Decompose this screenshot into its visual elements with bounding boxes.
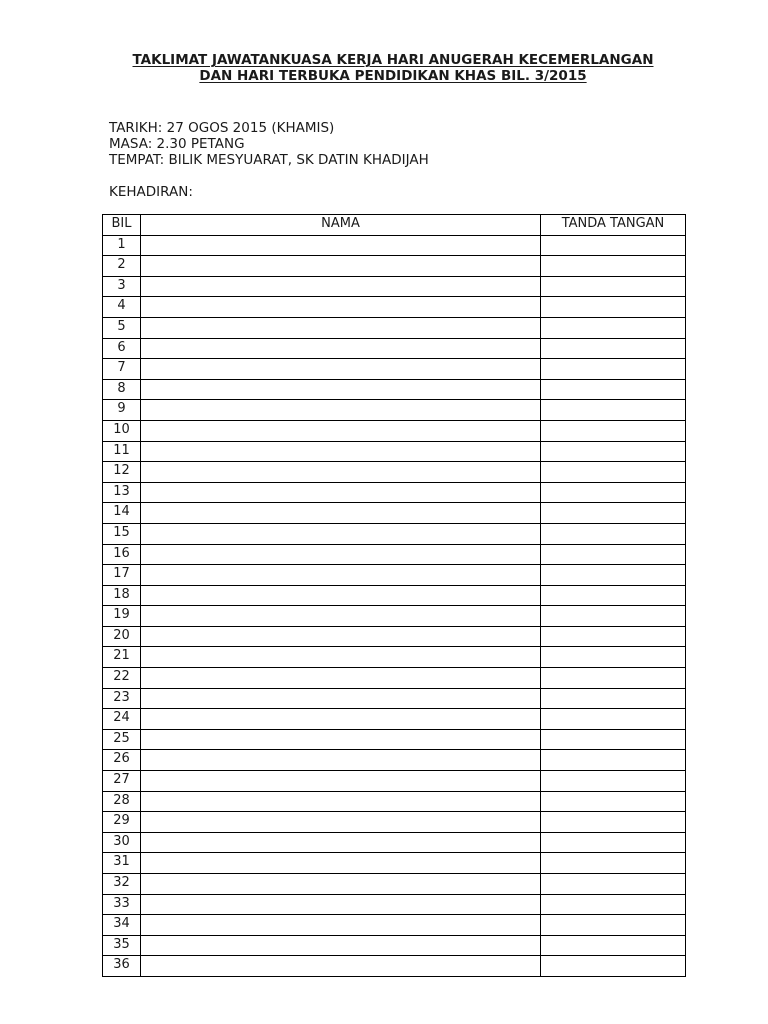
cell-bil: 18 <box>103 585 141 606</box>
cell-bil: 2 <box>103 256 141 277</box>
cell-nama[interactable] <box>141 915 541 936</box>
cell-nama[interactable] <box>141 317 541 338</box>
cell-tanda-tangan[interactable] <box>541 647 686 668</box>
table-row <box>103 462 686 483</box>
cell-tanda-tangan[interactable] <box>541 688 686 709</box>
cell-nama[interactable] <box>141 894 541 915</box>
cell-nama[interactable] <box>141 688 541 709</box>
cell-tanda-tangan[interactable] <box>541 894 686 915</box>
cell-tanda-tangan[interactable] <box>541 956 686 977</box>
table-row <box>103 420 686 441</box>
cell-bil: 27 <box>103 771 141 792</box>
cell-nama[interactable] <box>141 400 541 421</box>
cell-nama[interactable] <box>141 420 541 441</box>
cell-bil: 32 <box>103 874 141 895</box>
document-title-line1: TAKLIMAT JAWATANKUASA KERJA HARI ANUGERAH KECEMERLANGAN <box>132 52 654 68</box>
cell-bil: 12 <box>103 462 141 483</box>
cell-nama[interactable] <box>141 338 541 359</box>
cell-nama[interactable] <box>141 668 541 689</box>
table-row <box>103 709 686 730</box>
table-row <box>103 647 686 668</box>
cell-tanda-tangan[interactable] <box>541 235 686 256</box>
cell-tanda-tangan[interactable] <box>541 874 686 895</box>
column-header-nama: NAMA <box>141 215 541 236</box>
cell-nama[interactable] <box>141 709 541 730</box>
cell-tanda-tangan[interactable] <box>541 709 686 730</box>
table-row <box>103 400 686 421</box>
cell-nama[interactable] <box>141 482 541 503</box>
cell-nama[interactable] <box>141 853 541 874</box>
table-row <box>103 276 686 297</box>
cell-bil: 29 <box>103 812 141 833</box>
cell-tanda-tangan[interactable] <box>541 791 686 812</box>
table-row <box>103 482 686 503</box>
meeting-time: MASA: 2.30 PETANG <box>109 136 245 152</box>
cell-nama[interactable] <box>141 565 541 586</box>
cell-bil: 13 <box>103 482 141 503</box>
document-title-line2: DAN HARI TERBUKA PENDIDIKAN KHAS BIL. 3/2015 <box>199 68 587 84</box>
table-row <box>103 317 686 338</box>
table-row <box>103 565 686 586</box>
table-row <box>103 544 686 565</box>
table-row <box>103 297 686 318</box>
table-row <box>103 441 686 462</box>
cell-nama[interactable] <box>141 256 541 277</box>
table-row <box>103 523 686 544</box>
cell-bil: 34 <box>103 915 141 936</box>
cell-tanda-tangan[interactable] <box>541 832 686 853</box>
cell-tanda-tangan[interactable] <box>541 729 686 750</box>
attendance-table-body <box>103 235 686 976</box>
cell-tanda-tangan[interactable] <box>541 400 686 421</box>
table-row <box>103 359 686 380</box>
cell-tanda-tangan[interactable] <box>541 276 686 297</box>
cell-tanda-tangan[interactable] <box>541 585 686 606</box>
table-row <box>103 935 686 956</box>
cell-nama[interactable] <box>141 523 541 544</box>
table-row <box>103 915 686 936</box>
cell-tanda-tangan[interactable] <box>541 462 686 483</box>
cell-bil: 8 <box>103 379 141 400</box>
cell-tanda-tangan[interactable] <box>541 379 686 400</box>
table-row <box>103 503 686 524</box>
cell-bil: 23 <box>103 688 141 709</box>
cell-nama[interactable] <box>141 462 541 483</box>
cell-nama[interactable] <box>141 235 541 256</box>
cell-tanda-tangan[interactable] <box>541 915 686 936</box>
cell-nama[interactable] <box>141 544 541 565</box>
cell-tanda-tangan[interactable] <box>541 256 686 277</box>
cell-nama[interactable] <box>141 771 541 792</box>
table-row <box>103 688 686 709</box>
cell-nama[interactable] <box>141 647 541 668</box>
cell-bil: 14 <box>103 503 141 524</box>
cell-bil: 5 <box>103 317 141 338</box>
cell-nama[interactable] <box>141 812 541 833</box>
cell-bil: 21 <box>103 647 141 668</box>
table-row <box>103 894 686 915</box>
cell-bil: 31 <box>103 853 141 874</box>
cell-tanda-tangan[interactable] <box>541 668 686 689</box>
table-row <box>103 379 686 400</box>
cell-bil: 35 <box>103 935 141 956</box>
cell-tanda-tangan[interactable] <box>541 771 686 792</box>
cell-nama[interactable] <box>141 379 541 400</box>
cell-tanda-tangan[interactable] <box>541 317 686 338</box>
table-row <box>103 235 686 256</box>
cell-tanda-tangan[interactable] <box>541 338 686 359</box>
cell-nama[interactable] <box>141 832 541 853</box>
meeting-date: TARIKH: 27 OGOS 2015 (KHAMIS) <box>109 120 335 136</box>
cell-nama[interactable] <box>141 626 541 647</box>
table-header-row <box>103 215 686 236</box>
cell-nama[interactable] <box>141 729 541 750</box>
cell-tanda-tangan[interactable] <box>541 420 686 441</box>
attendance-label: KEHADIRAN: <box>109 184 193 200</box>
cell-bil: 33 <box>103 894 141 915</box>
cell-tanda-tangan[interactable] <box>541 853 686 874</box>
table-row <box>103 338 686 359</box>
cell-tanda-tangan[interactable] <box>541 482 686 503</box>
table-row <box>103 832 686 853</box>
cell-nama[interactable] <box>141 935 541 956</box>
table-row <box>103 585 686 606</box>
cell-tanda-tangan[interactable] <box>541 750 686 771</box>
cell-bil: 6 <box>103 338 141 359</box>
cell-tanda-tangan[interactable] <box>541 626 686 647</box>
table-row <box>103 606 686 627</box>
cell-bil: 28 <box>103 791 141 812</box>
cell-tanda-tangan[interactable] <box>541 523 686 544</box>
cell-nama[interactable] <box>141 585 541 606</box>
table-row <box>103 750 686 771</box>
cell-tanda-tangan[interactable] <box>541 359 686 380</box>
table-row <box>103 626 686 647</box>
table-row <box>103 668 686 689</box>
cell-bil: 15 <box>103 523 141 544</box>
cell-bil: 17 <box>103 565 141 586</box>
cell-bil: 16 <box>103 544 141 565</box>
cell-nama[interactable] <box>141 359 541 380</box>
cell-bil: 9 <box>103 400 141 421</box>
cell-nama[interactable] <box>141 503 541 524</box>
meeting-venue: TEMPAT: BILIK MESYUARAT, SK DATIN KHADIJAH <box>109 152 429 168</box>
table-row <box>103 956 686 977</box>
cell-tanda-tangan[interactable] <box>541 812 686 833</box>
cell-bil: 19 <box>103 606 141 627</box>
table-row <box>103 812 686 833</box>
cell-tanda-tangan[interactable] <box>541 565 686 586</box>
cell-tanda-tangan[interactable] <box>541 935 686 956</box>
cell-tanda-tangan[interactable] <box>541 441 686 462</box>
cell-bil: 22 <box>103 668 141 689</box>
cell-tanda-tangan[interactable] <box>541 297 686 318</box>
cell-nama[interactable] <box>141 956 541 977</box>
cell-tanda-tangan[interactable] <box>541 544 686 565</box>
column-header-bil: BIL <box>103 215 141 236</box>
cell-nama[interactable] <box>141 441 541 462</box>
table-row <box>103 771 686 792</box>
cell-bil: 11 <box>103 441 141 462</box>
column-header-tanda-tangan: TANDA TANGAN <box>541 215 686 236</box>
cell-nama[interactable] <box>141 791 541 812</box>
cell-tanda-tangan[interactable] <box>541 503 686 524</box>
cell-bil: 10 <box>103 420 141 441</box>
cell-nama[interactable] <box>141 606 541 627</box>
cell-bil: 36 <box>103 956 141 977</box>
cell-nama[interactable] <box>141 874 541 895</box>
cell-bil: 20 <box>103 626 141 647</box>
cell-bil: 24 <box>103 709 141 730</box>
table-row <box>103 874 686 895</box>
cell-nama[interactable] <box>141 297 541 318</box>
cell-bil: 7 <box>103 359 141 380</box>
cell-nama[interactable] <box>141 276 541 297</box>
cell-nama[interactable] <box>141 750 541 771</box>
cell-bil: 1 <box>103 235 141 256</box>
cell-bil: 4 <box>103 297 141 318</box>
table-row <box>103 791 686 812</box>
cell-bil: 30 <box>103 832 141 853</box>
table-row <box>103 853 686 874</box>
table-row <box>103 256 686 277</box>
attendance-table <box>102 214 686 977</box>
cell-bil: 25 <box>103 729 141 750</box>
cell-tanda-tangan[interactable] <box>541 606 686 627</box>
cell-bil: 3 <box>103 276 141 297</box>
table-row <box>103 729 686 750</box>
cell-bil: 26 <box>103 750 141 771</box>
